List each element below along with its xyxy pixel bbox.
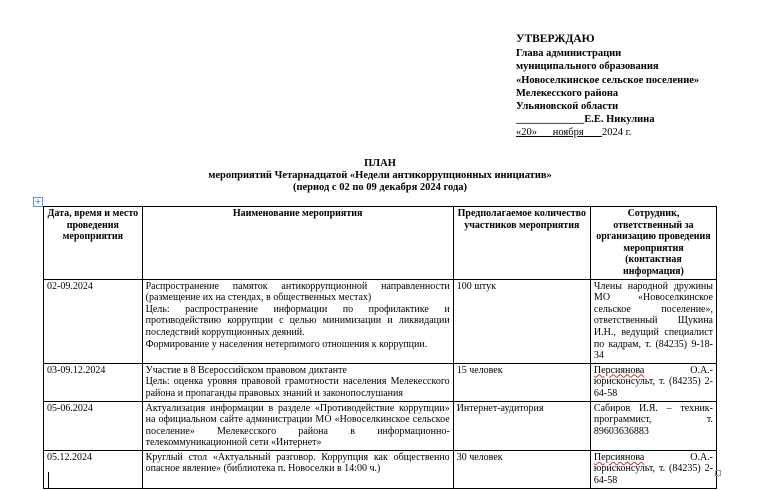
approval-line: Мелекесского района (516, 87, 619, 99)
header-responsible: Сотрудник, ответственный за организацию проведения мероприятия (контактная информация) (590, 207, 716, 280)
approval-date-month: ноября (552, 127, 584, 139)
table-resize-handle[interactable] (715, 470, 721, 476)
cell-participants: 100 штук (453, 279, 590, 363)
plan-subtitle: мероприятий Четарнадцатой «Недели антикоррупционных инициатив» (208, 170, 552, 181)
approval-block (516, 33, 756, 140)
approval-title: УТВЕРЖДАЮ (516, 33, 595, 45)
approval-line: Ульяновской области (516, 101, 619, 113)
cell-date: 03-09.12.2024 (44, 363, 143, 401)
responsible-name: Персиянова (593, 451, 645, 463)
cell-participants: 30 человек (453, 450, 590, 488)
responsible-name: Персиянова (593, 364, 645, 376)
cell-name-line: Участие в 8 Всероссийском правовом диктанте (145, 364, 347, 376)
cell-responsible (590, 450, 716, 488)
responsible-details: И.Я. – техник-программист, т. 89603636883 (593, 402, 713, 437)
cell-name (142, 363, 453, 401)
header-participants: Предполагаемое количество участников мероприятия (453, 207, 590, 280)
approval-line: «Новоселкинское сельское поселение» (516, 74, 700, 86)
cell-name-line: Цель: распространение информации по профилактике и противодействию коррупции с целью минимизации и ликвидации последствий коррупционных деяний. (145, 303, 450, 338)
cell-date: 05.12.2024 (44, 450, 143, 488)
cell-participants: 15 человек (453, 363, 590, 401)
text-cursor (48, 472, 49, 488)
cell-name (142, 450, 453, 488)
approval-date-day: «20» (516, 127, 537, 139)
table-move-handle[interactable]: + (34, 197, 42, 206)
cell-responsible (590, 401, 716, 450)
approval-date-year-fill (584, 127, 602, 138)
cell-participants: Интернет-аудитория (453, 401, 590, 450)
table-row (44, 279, 717, 363)
approval-date-month-fill (537, 127, 553, 138)
cell-name (142, 401, 453, 450)
plan-period: (период с 02 по 09 декабря 2024 года) (292, 182, 468, 193)
header-name: Наименование мероприятия (142, 207, 453, 280)
table-row (44, 363, 717, 401)
header-date: Дата, время и место проведения мероприятия (44, 207, 143, 280)
cell-date: 05-06.2024 (44, 401, 143, 450)
cell-name-line: Цель: оценка уровня правовой грамотности населения Мелекесского района и пропаганды правовых знаний и законопослушания (145, 376, 450, 399)
approval-line: муниципального образования (516, 61, 659, 73)
cell-responsible (590, 363, 716, 401)
plan-title: ПЛАН (364, 158, 396, 169)
approval-date-year: 2024 г. (602, 127, 632, 139)
cell-name-line: Формирование у населения нетерпимого отношения к коррупции. (145, 338, 428, 350)
cell-name-line: Актуализация информации в разделе «Противодействие коррупции» на официальном сайте администрации МО «Новоселкинское сельское поселение» Мелекесского района в информационно-телекоммуникационной сети «Интернет» (145, 402, 450, 449)
table-header-row (44, 207, 717, 280)
approval-date (516, 126, 756, 139)
approval-line: Глава администрации (516, 48, 622, 60)
cell-responsible: Члены народной дружины МО «Новоселкинское сельское поселение», ответственный Щукина И.Н., ведущий специалист по кадрам, т. (84235) 9-18-34 (590, 279, 716, 363)
plan-heading (0, 158, 760, 194)
cell-name-line: Распространение памяток антикоррупционной направленности (размещение их на стендах, в общественных местах) (145, 280, 450, 304)
responsible-name: Сабиров (593, 402, 631, 414)
table-row (44, 401, 717, 450)
responsible-details: О.А.- юрисконсульт, т. (84235) 2-64-58 (593, 364, 713, 399)
responsible-details: О.А.- юрисконсульт, т. (84235) 2-64-58 (593, 451, 713, 487)
table-row (44, 450, 717, 488)
approval-signature: _____________Е.Е. Никулина (516, 114, 655, 126)
cell-name (142, 279, 453, 363)
events-table (43, 206, 717, 489)
cell-name-line: Круглый стол «Актуальный разговор. Коррупция как общественно опасное явление» (библиотека п. Новоселки в 14:00 ч.) (145, 451, 450, 475)
cell-date: 02-09.2024 (44, 279, 143, 363)
